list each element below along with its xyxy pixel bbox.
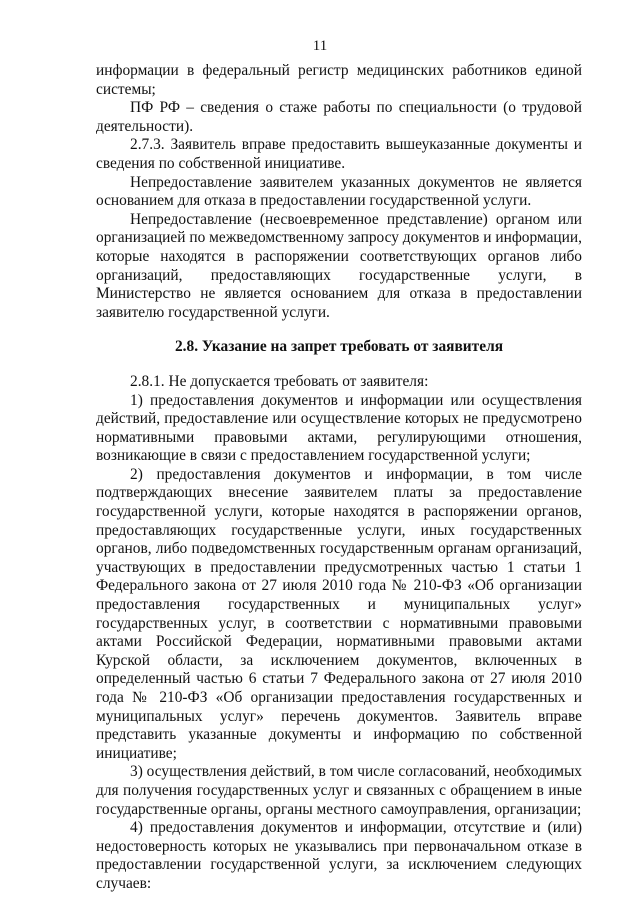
paragraph: Непредоставление (несвоевременное представление) органом или организацией по межведомственному запросу документов и информации, которые находятся в распоряжении соответствующих органов либо организаций, предоставляющих государственные услуги, в Министерство не является основанием для отказа в предоставлении заявителю государственной услуги. (96, 210, 582, 321)
paragraph: 2.7.3. Заявитель вправе предоставить вышеуказанные документы и сведения по собственной инициативе. (96, 136, 582, 172)
paragraph: 2) предоставления документов и информации, в том числе подтверждающих внесение заявителем платы за предоставление государственной услуги, которые находятся в распоряжении органов, предоставляющих государственные услуги, иных государственных органов, либо подведомственных государственным органам организаций, участвующих в предоставлении предусмотренных частью 1 статьи 1 Федерального закона от 27 июля 2010 года № 210-ФЗ «Об организации предоставления государственных и муниципальных услуг» государственных услуг, в соответствии с нормативными правовыми актами Российской Федерации, нормативными правовыми актами Курской области, за исключением документов, включенных в определенный частью 6 статьи 7 Федерального закона от 27 июля 2010 года № 210-ФЗ «Об организации предоставления государственных и муниципальных услуг» перечень документов. Заявитель вправе представить указанные документы и информацию по собственной инициативе; (96, 465, 582, 762)
paragraph: 1) предоставления документов и информации или осуществления действий, предоставление или осуществление которых не предусмотрено нормативными правовыми актами, регулирующими отношения, возникающие в связи с предоставлением государственной услуги; (96, 391, 582, 465)
paragraph: 3) осуществления действий, в том числе согласований, необходимых для получения государственных услуг и связанных с обращением в иные государственные органы, органы местного самоуправления, организации; (96, 763, 582, 818)
document-body (96, 62, 582, 894)
paragraph: Непредоставление заявителем указанных документов не является основанием для отказа в предоставлении государственной услуги. (96, 173, 582, 210)
section-heading: 2.8. Указание на запрет требовать от заявителя (174, 338, 504, 356)
paragraph: ПФ РФ – сведения о стаже работы по специальности (о трудовой деятельности). (96, 99, 582, 135)
paragraph: 4) предоставления документов и информации, отсутствие и (или) недостоверность которых не указывались при первоначальном отказе в предоставлении государственной услуги, за исключением следующих случаев: (96, 819, 582, 892)
paragraph: 2.8.1. Не допускается требовать от заявителя: (130, 372, 429, 390)
page-number: 11 (312, 38, 328, 54)
paragraph: информации в федеральный регистр медицинских работников единой системы; (96, 62, 582, 98)
